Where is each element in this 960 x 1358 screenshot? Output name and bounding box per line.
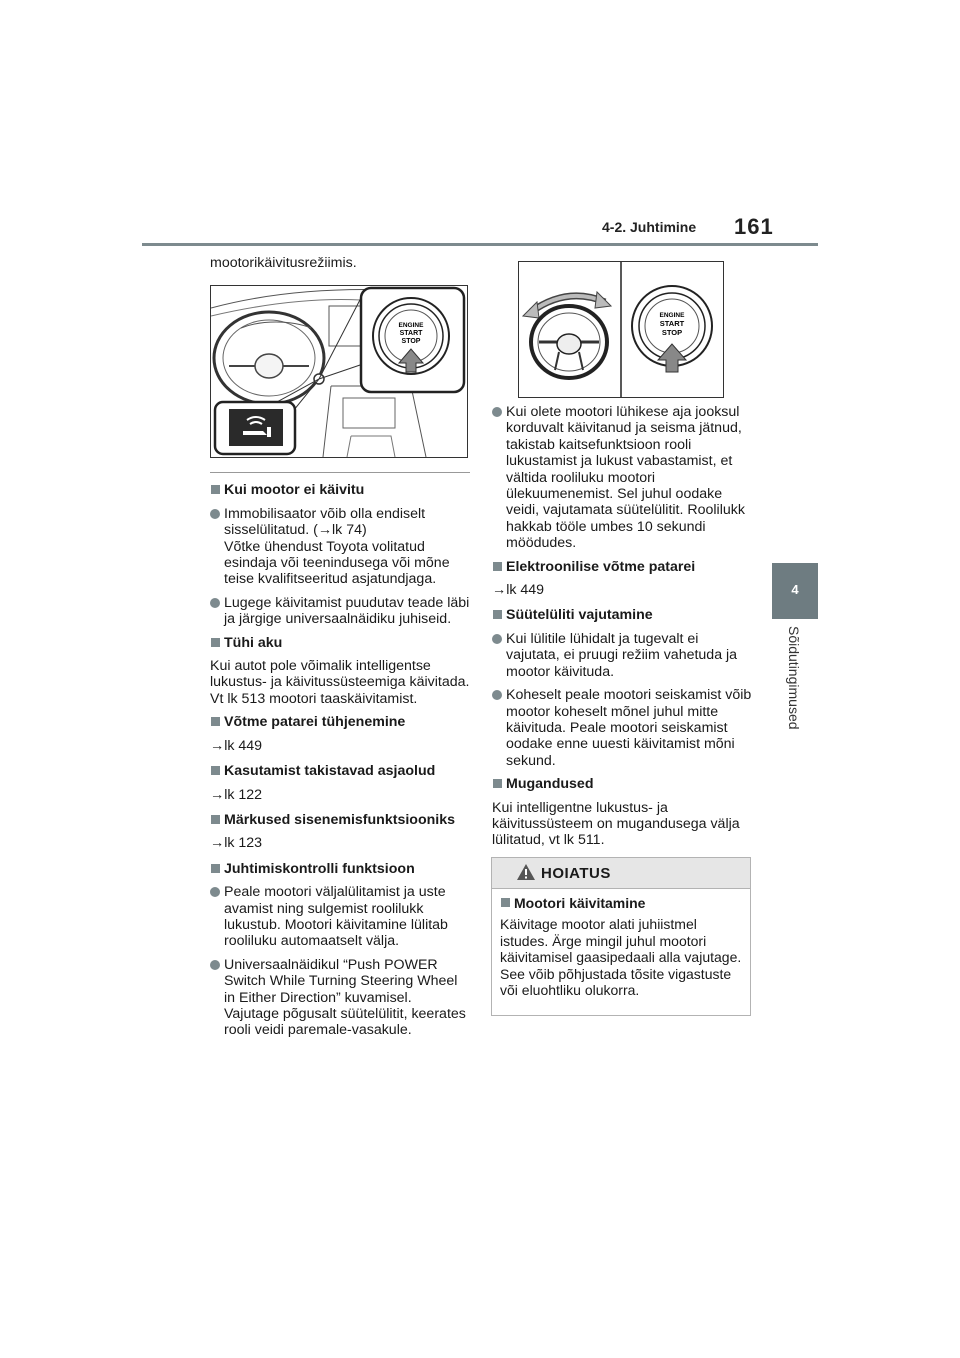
left-ref: →lk 123 (210, 835, 263, 852)
page-number: 161 (734, 214, 774, 239)
fig2-button-line3: STOP (661, 328, 683, 337)
chapter-label: Sõidutingimused (786, 626, 802, 730)
warning-triangle-icon (516, 863, 536, 881)
right-heading: Süütelüliti vajutamine (492, 607, 752, 623)
left-heading: Kui mootor ei käivitu (210, 482, 470, 498)
right-bullet: Kui olete mootori lühikese aja jooksul korduvalt käivitanud ja seisma jätnud, takistab kaitsefunktsioon rooli lukustamist ja lukust vabastamist, et vältida rooliluku mootori ülekuumenemist. Sel juhul oodake veidi, vajutamata süütelülitit. Roolilukk hakkab tööle umbes 10 sekundi möödudes. (492, 404, 752, 552)
left-blocks (210, 482, 470, 1038)
steering-drawing (519, 262, 723, 397)
warning-text: Käivitage mootor alati juhiistmel istudes. Ärge mingil juhul mootori käivitamisel gaasipedaali alla vajutage. See võib põhjustada tõsite vigastuste või eluohtliku olukorra. (500, 916, 742, 999)
fig1-button-line1: ENGINE (398, 322, 424, 330)
left-heading: Kasutamist takistavad asjaolud (210, 763, 470, 779)
right-ref: →lk 449 (492, 582, 545, 599)
right-heading: Elektroonilise võtme patarei (492, 559, 752, 575)
right-column (492, 404, 752, 856)
left-bullet: Peale mootori väljalülitamist ja uste avamist ning sulgemist roolilukk lukustub. Mootori käivitamine lülitab rooliluku automaatselt välja. (210, 884, 470, 950)
right-para: Kui intelligentne lukustus- ja käivitussüsteem on mugandusega välja lülitatud, vt lk 511. (492, 799, 740, 849)
right-bullet: Koheselt peale mootori seiskamist võib mootor koheselt mõnel juhul mitte käivituda. Peale mootori seiskamist oodake enne uuesti käivitamist mõni sekund. (492, 687, 752, 769)
intro-text: mootorikäivitusrežiimis. (210, 255, 357, 271)
left-heading: Juhtimiskontrolli funktsioon (210, 861, 470, 877)
steering-button-illustration (518, 261, 724, 398)
figure-divider (210, 472, 470, 473)
left-bullet: Lugege käivitamist puudutav teade läbi ja järgige universaalnäidiku juhiseid. (210, 595, 470, 628)
dashboard-illustration (210, 285, 468, 458)
fig1-button-line3: STOP (401, 338, 421, 346)
left-column (210, 255, 470, 1046)
left-ref: →lk 122 (210, 786, 263, 803)
warning-title: HOIATUS (541, 865, 611, 882)
fig2-button-line1: ENGINE (659, 312, 685, 319)
chapter-number: 4 (791, 582, 799, 597)
left-bullet: Immobilisaator võib olla endiselt sisselülitatud. (→lk 74) Võtke ühendust Toyota volitatud esindaja või teenindusega või mõne teise kvalifitseeritud asjatundjaga. (210, 506, 470, 588)
left-heading: Tühi aku (210, 635, 470, 651)
header-rule (142, 243, 818, 246)
dashboard-drawing (211, 286, 467, 457)
left-para: Kui autot pole võimalik intelligentse lukustus- ja käivitussüsteemiga käivitada. Vt lk 513 mootori taaskäivitamist. (210, 658, 470, 707)
warning-body (492, 889, 750, 998)
left-ref: →lk 449 (210, 737, 263, 754)
section-title: 4-2. Juhtimine (602, 219, 697, 235)
fig1-button-line2: START (399, 330, 423, 338)
left-heading: Võtme patarei tühjenemine (210, 714, 470, 730)
warning-heading: Mootori käivitamine (500, 895, 744, 911)
right-blocks (492, 404, 752, 849)
chapter-label-wrap (772, 626, 818, 756)
left-heading: Märkused sisenemisfunktsiooniks (210, 812, 470, 828)
right-bullet: Kui lülitile lühidalt ja tugevalt ei vajutata, ei pruugi režiim vahetuda ja mootor käivituda. (492, 631, 752, 680)
warning-header (492, 858, 750, 889)
warning-box (491, 857, 751, 1016)
fig2-button-line2: START (659, 319, 685, 328)
right-heading: Mugandused (492, 776, 752, 792)
left-bullet: Universaalnäidikul “Push POWER Switch While Turning Steering Wheel in Either Direction” kuvamisel. Vajutage põgusalt süütelülitit, keerates rooli veidi paremale-vasakule. (210, 957, 470, 1039)
